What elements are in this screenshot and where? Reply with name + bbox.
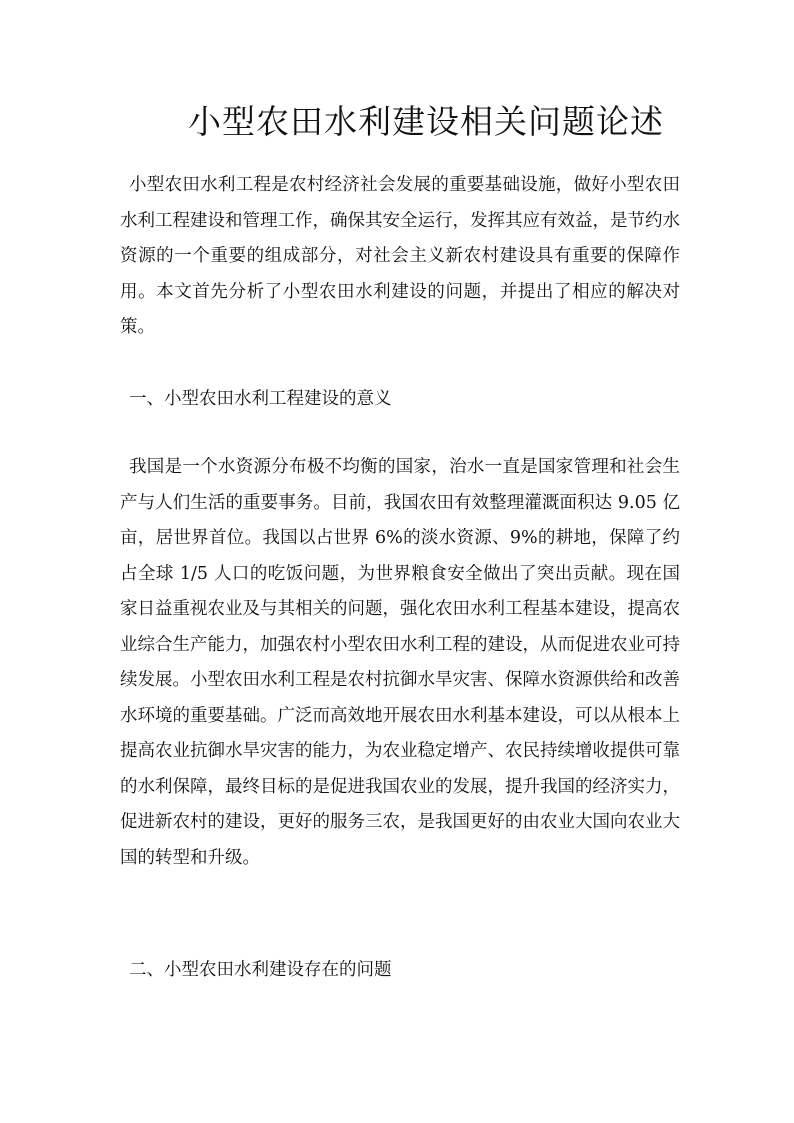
section-1-paragraph: 我国是一个水资源分布极不均衡的国家，治水一直是国家管理和社会生产与人们生活的重要事务。目前，我国农田有效整理灌溉面积达 9.05 亿亩，居世界首位。我国以占世界 6%的淡水资源、9%的耕地，保障了约占全球 1/5 人口的吃饭问题，为世界粮食安全做出了突出贡献。现在国家日益重视农业及与其相关的问题，强化农田水利工程基本建设，提高农业综合生产能力，加强农村小型农田水利工程的建设，从而促进农业可持续发展。小型农田水利工程是农村抗御水旱灾害、保障水资源供给和改善水环境的重要基础。广泛而高效地开展农田水利基本建设，可以从根本上提高农业抗御水旱灾害的能力，为农业稳定增产、农民持续增收提供可靠的水利保障，最终目标的是促进我国农业的发展，提升我国的经济实力，促进新农村的建设，更好的服务三农，是我国更好的由农业大国向农业大国的转型和升级。 [120, 457, 680, 868]
intro-paragraph: 小型农田水利工程是农村经济社会发展的重要基础设施，做好小型农田水利工程建设和管理工作，确保其安全运行，发挥其应有效益，是节约水资源的一个重要的组成部分，对社会主义新农村建设具有重要的保障作用。本文首先分析了小型农田水利建设的问题，并提出了相应的解决对策。 [120, 175, 680, 337]
document-title: 小型农田水利建设相关问题论述 [188, 102, 664, 141]
section-heading-2: 二、小型农田水利建设存在的问题 [129, 960, 392, 980]
section-heading-1: 一、小型农田水利工程建设的意义 [129, 389, 392, 409]
